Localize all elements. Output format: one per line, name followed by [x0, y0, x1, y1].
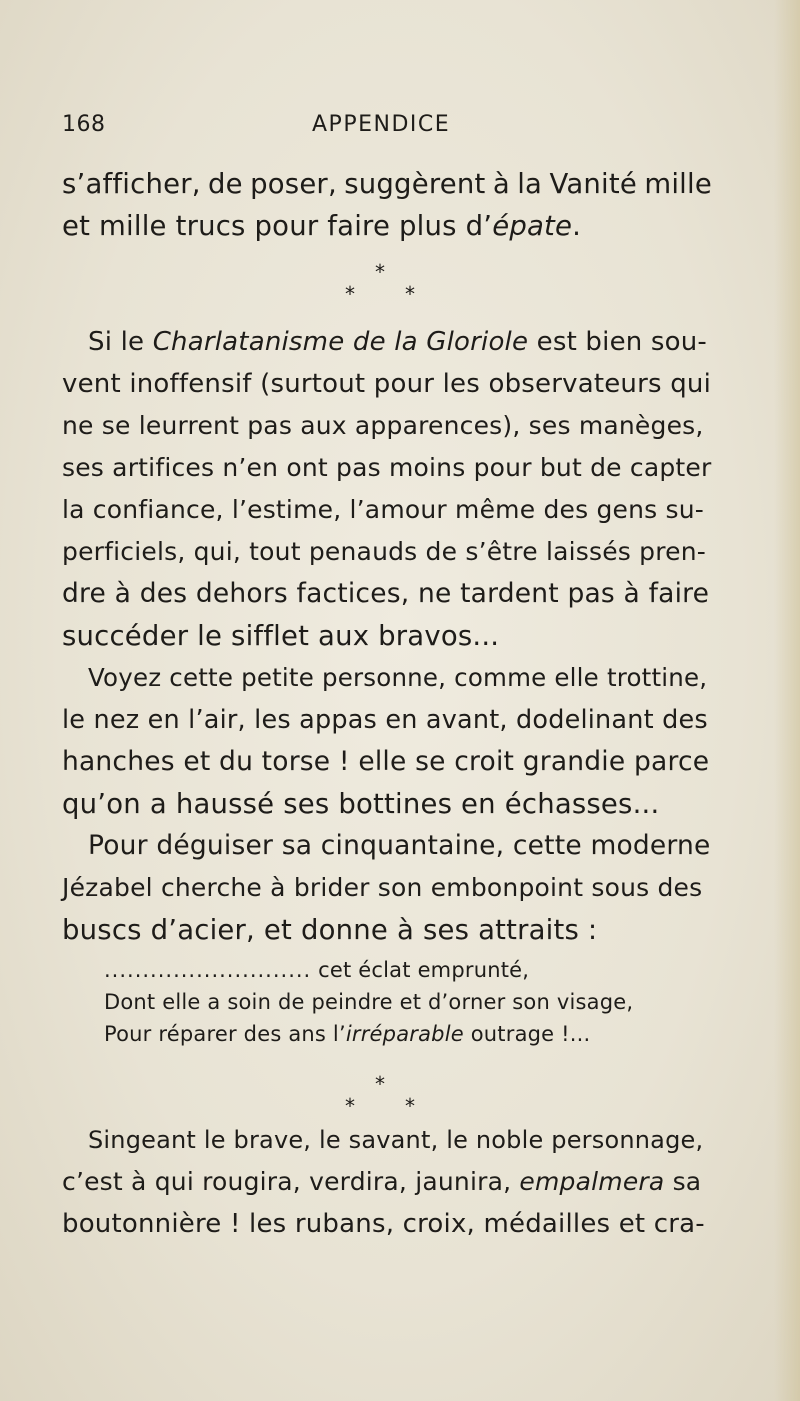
- word: à: [492, 168, 510, 200]
- p1-line-2: [62, 206, 712, 246]
- running-head: APPENDICE: [312, 112, 451, 137]
- asterisk-icon: *: [405, 282, 415, 306]
- italic-text: empalmera: [519, 1167, 665, 1196]
- word: poser,: [250, 168, 337, 200]
- verse-line-2: Dont elle a soin de peindre et d’orner son visage,: [104, 990, 634, 1014]
- p2-line-1: [88, 322, 712, 362]
- p2-line-5: la confiance, l’estime, l’amour même des gens su-: [62, 495, 705, 524]
- text: Si le: [88, 327, 153, 357]
- text: Pour réparer des ans l’: [104, 1022, 346, 1046]
- verse-line-3: [104, 1018, 704, 1050]
- section-break: [340, 262, 420, 318]
- page-header: [62, 112, 682, 142]
- p2-line-3: ne se leurrent pas aux apparences), ses manèges,: [62, 411, 704, 440]
- word: de: [207, 168, 243, 200]
- text: sa: [664, 1167, 702, 1196]
- asterisk-icon: *: [405, 1094, 415, 1118]
- leader-dots: ...........................: [104, 958, 312, 982]
- asterisk-icon: *: [345, 282, 355, 306]
- text: c’est à qui rougira, verdira, jaunira,: [62, 1167, 520, 1196]
- p5-line-2: [62, 1162, 712, 1202]
- word: s’afficher,: [62, 168, 201, 200]
- p3-line-4: qu’on a haussé ses bottines en échasses...: [62, 788, 660, 820]
- asterisk-icon: *: [345, 1094, 355, 1118]
- p3-line-2: le nez en l’air, les appas en avant, dodelinant des: [62, 705, 708, 735]
- p2-line-6: perficiels, qui, tout penauds de s’être laissés pren-: [62, 537, 707, 566]
- p4-line-2: Jézabel cherche à brider son embonpoint sous des: [62, 873, 703, 902]
- page-number: 168: [62, 112, 106, 137]
- p2-line-2: vent inoffensif (surtout pour les observateurs qui: [62, 369, 712, 399]
- p5-line-3: boutonnière ! les rubans, croix, médailles et cra-: [62, 1209, 705, 1239]
- word: la: [517, 168, 543, 200]
- page-edge-shadow: [774, 0, 800, 1401]
- verse-line-1: [104, 954, 704, 986]
- p5-line-1: Singeant le brave, le savant, le noble personnage,: [88, 1126, 704, 1154]
- p3-line-3: hanches et du torse ! elle se croit grandie parce: [62, 746, 710, 777]
- italic-text: irréparable: [345, 1022, 464, 1046]
- word: suggèrent: [344, 168, 486, 200]
- p2-line-8: succéder le sifflet aux bravos...: [62, 620, 500, 652]
- p2-line-7: dre à des dehors factices, ne tardent pas à faire: [62, 578, 710, 609]
- word: Vanité: [549, 168, 637, 200]
- p4-line-3: buscs d’acier, et donne à ses attraits :: [62, 914, 598, 946]
- text: et mille trucs pour faire plus d’: [62, 210, 493, 242]
- p2-line-4: ses artifices n’en ont pas moins pour but de capter: [62, 453, 712, 482]
- p4-line-1: Pour déguiser sa cinquantaine, cette moderne: [88, 830, 711, 861]
- asterisk-icon: *: [375, 260, 385, 284]
- text: outrage !...: [463, 1022, 591, 1046]
- p1-line-1: [62, 164, 712, 204]
- p3-line-1: Voyez cette petite personne, comme elle trottine,: [88, 663, 708, 692]
- text: .: [572, 210, 582, 242]
- text: cet éclat emprunté,: [311, 958, 530, 982]
- word: mille: [644, 168, 712, 200]
- italic-text: Charlatanisme de la Gloriole: [152, 327, 529, 357]
- asterisk-icon: *: [375, 1072, 385, 1096]
- italic-text: épate: [492, 210, 573, 242]
- text: est bien sou-: [528, 327, 708, 357]
